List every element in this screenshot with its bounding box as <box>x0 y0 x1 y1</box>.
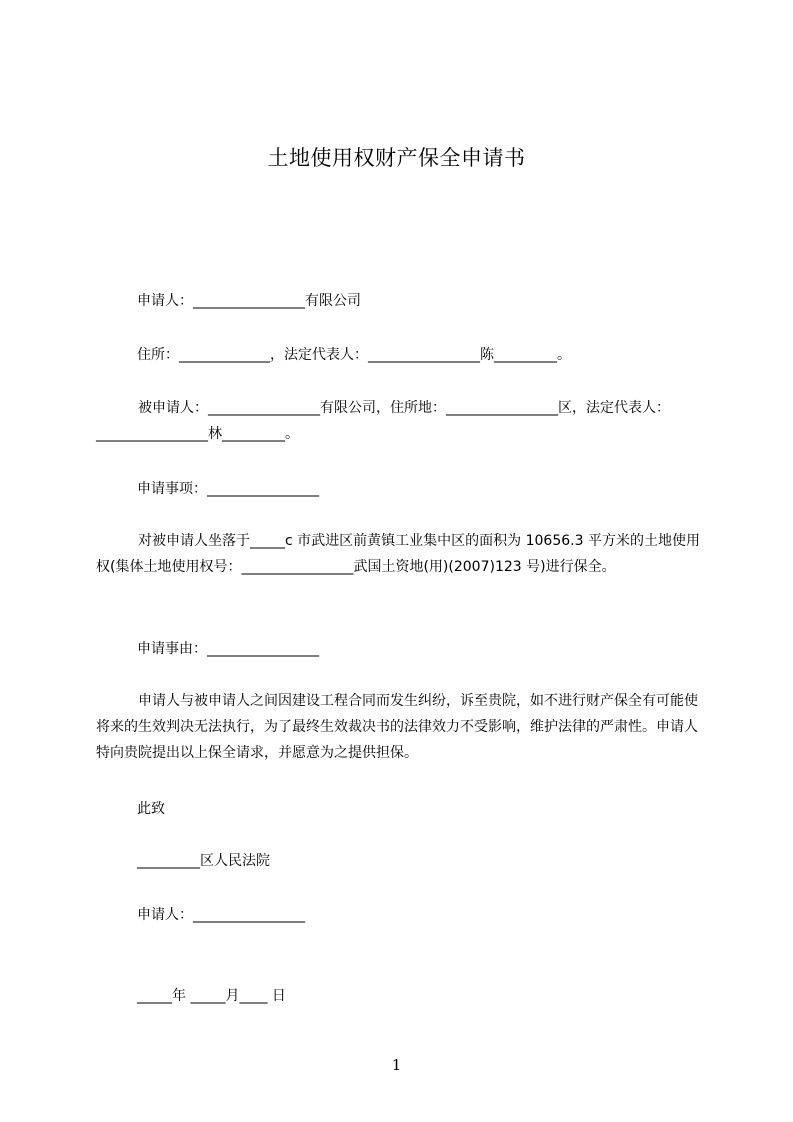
court-line: _________区人民法院 <box>137 853 270 869</box>
respondent-paragraph: 被申请人：________________有限公司，住所地：________________区，法定代表人：________________林_________。 <box>96 400 670 442</box>
reason-paragraph: 申请人与被申请人之间因建设工程合同而发生纠纷，诉至贵院，如不进行财产保全有可能使将来的生效判决无法执行，为了最终生效裁决书的法律效力不受影响，维护法律的严肃性。申请人特向贵院提出以上保全请求，并愿意为之提供担保。 <box>96 693 698 761</box>
signature-line: 申请人：________________ <box>137 907 305 923</box>
document-title: 土地使用权财产保全申请书 <box>267 146 526 170</box>
page-number: 1 <box>391 1056 402 1074</box>
address-line: 住所：_____________，法定代表人：________________陈_________。 <box>137 347 571 363</box>
reason-heading: 申请事由：________________ <box>137 641 319 657</box>
salutation: 此致 <box>137 801 165 817</box>
matter-paragraph: 对被申请人坐落于_____c 市武进区前黄镇工业集中区的面积为 10656.3 平方米的土地使用权(集体土地使用权号：________________武国土资地(用)(2007)123 号)进行保全。 <box>96 533 700 575</box>
date-line: _____年 _____月____ 日 <box>137 988 286 1004</box>
applicant-line: 申请人：________________有限公司 <box>137 293 361 309</box>
matter-heading: 申请事项：________________ <box>137 481 319 497</box>
